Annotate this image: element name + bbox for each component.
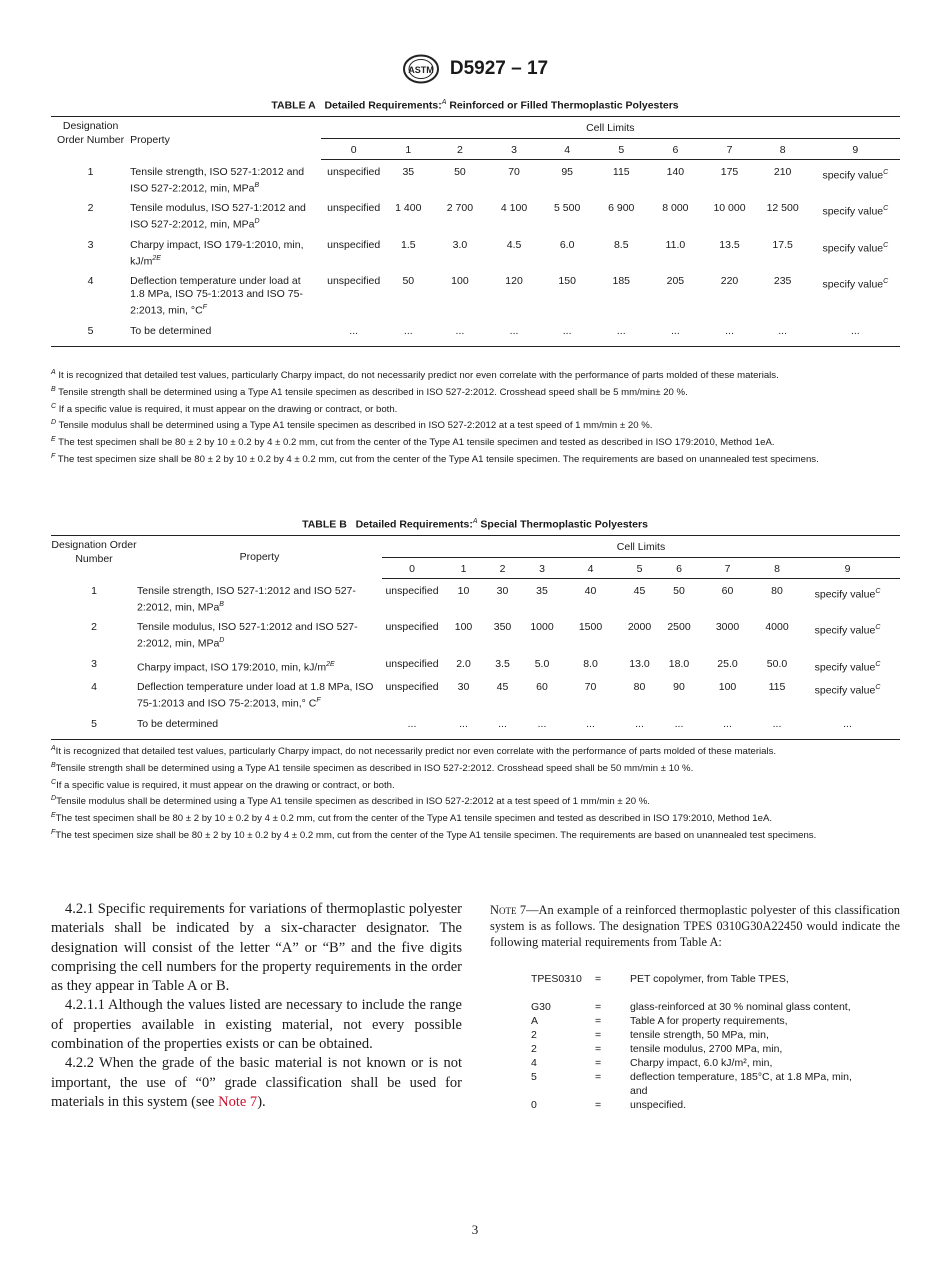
cell-number: 5 [617,558,662,579]
cell-value: 4 100 [500,202,528,214]
designation-desc: tensile modulus, 2700 MPa, min, [630,1043,783,1055]
cell-value: 5.0 [534,657,550,670]
cell-value: specify value$^C$ [814,660,881,673]
cell-value: 350 [493,621,512,633]
cell-value: 1.5 [400,238,416,251]
cell-number: 1 [387,139,430,160]
cell-value: 100 [454,621,473,633]
designation-desc: deflection temperature, 185°C, at 1.8 MPa, min, and [630,1071,852,1097]
cell-value: 18.0 [668,657,690,670]
cell-value: 185 [612,275,631,287]
cell-value: 30 [496,585,509,597]
property-name: Deflection temperature under load at 1.8 MPa, ISO 75-1:2013 and ISO 75-2:2013, min, $^\circ C^F$ [130,275,303,317]
designation-row [531,1070,880,1098]
cell-value: unspecified [327,202,381,214]
table-a-footnotes [51,366,901,467]
order-number: 3 [87,238,94,251]
cell-value: unspecified [385,681,439,693]
cell-value: unspecified [385,657,439,670]
designation-code: A [531,1015,539,1027]
designation-eq: = [595,1071,602,1083]
table-row [51,321,900,347]
cell-value: ... [646,321,704,347]
cell-value: 13.5 [719,238,740,251]
cell-value: 115 [612,166,630,178]
cell-value: ... [696,714,759,740]
cell-value: specify value$^C$ [822,241,889,254]
cell-value: 50 [673,585,685,597]
cell-value: ... [382,714,442,740]
paragraph-4-2-2: 4.2.2 When the grade of the basic material is not known or is not important, the use of “0” grade classification shall be used for materials in this system (see Note 7). [51,1055,462,1110]
cell-value: 60 [721,585,734,597]
table-row [51,198,900,235]
table-row [51,579,900,618]
cell-value: 2000 [627,621,652,633]
cell-value: 2.0 [456,657,471,670]
cell-number: 9 [795,558,900,579]
cell-value: 11.0 [665,238,686,251]
cell-value: unspecified [327,238,381,251]
cell-value: 13.0 [629,657,650,670]
cell-value: ... [564,714,617,740]
designation-code: TPES0310 [531,973,582,985]
table-row [51,617,900,654]
property-name: To be determined [130,321,320,347]
cell-value: 1500 [578,621,603,633]
order-number: 5 [51,321,130,347]
table-b-footnotes [51,742,901,843]
footnote: $^C$If a specific value is required, it must appear on the drawing or contract, or both. [51,778,395,791]
designation-row [531,1056,880,1070]
cell-value: 140 [666,166,685,178]
cell-value: ... [442,714,485,740]
cell-number: 0 [321,139,387,160]
note-7-designation-table [531,972,880,1112]
cell-number: 1 [442,558,485,579]
note-7-link[interactable]: Note 7 [218,1093,258,1110]
footnote: $^F$The test specimen size shall be 80 ± 2 by 10 ± 0.2 by 4 ± 0.2 mm, cut from the center of the Type A1 tensile specimen. The requirements are based on unannealed test specimens. [51,828,817,842]
document-designation: D5927 – 17 [449,58,549,79]
cell-number: 8 [755,139,811,160]
property-name: Tensile modulus, ISO 527-1:2012 and ISO 527-2:2012, min, MPa$^D$ [130,202,306,231]
designation-desc: PET copolymer, from Table TPES, [630,973,789,985]
cell-number: 6 [646,139,704,160]
cell-value: ... [755,321,811,347]
note-text: —An example of a reinforced thermoplastic polyester of this classification system is as follows. The designation TPES 0310G30A22450 would indicate the following material requirements from Table A: [490,903,900,949]
cell-value: ... [662,714,696,740]
designation-row [531,972,880,1000]
cell-value: ... [490,321,538,347]
cell-number: 3 [490,139,538,160]
cell-value: 3000 [715,621,740,633]
designation-eq: = [595,1057,602,1069]
table-row [51,714,900,740]
designation-code: 2 [531,1029,537,1041]
designation-row [531,1028,880,1042]
table-a-header-cell-limits: Cell Limits [321,117,900,139]
cell-value: ... [596,321,646,347]
cell-value: 50 [402,275,415,287]
designation-row [531,1042,880,1056]
property-name: To be determined [137,714,382,740]
cell-value: 4000 [765,621,789,633]
cell-value: specify value$^C$ [822,278,889,291]
cell-value: 25.0 [717,657,738,670]
designation-code: 5 [531,1071,537,1083]
cell-value: 50.0 [766,657,788,670]
cell-number: 2 [485,558,520,579]
cell-value: ... [811,321,900,347]
designation-eq: = [595,1001,602,1013]
designation-eq: = [595,973,602,985]
cell-value: 60 [536,681,548,693]
footnote: $^D$ Tensile modulus shall be determined using a Type A1 tensile specimen as described in ISO 527-2:2012 at a test speed of 1 mm/min ± 20 %. [51,419,653,432]
table-b-header-designation: Designation Order Number [51,536,137,579]
cell-number: 4 [538,139,596,160]
designation-row [531,1000,880,1014]
designation-desc: tensile strength, 50 MPa, min, [630,1029,769,1041]
cell-value: 17.5 [772,238,793,251]
designation-eq: = [595,1015,602,1027]
table-b-caption: TABLE B Detailed Requirements:$^A$ Special Thermoplastic Polyesters [302,518,648,531]
cell-value: 210 [773,166,792,178]
paragraph-4-2-1: 4.2.1 Specific requirements for variations of thermoplastic polyester materials shall be indicated by a six-character designator. The designation will consist of the letter “A” or “B” and the five digits comprising the cell numbers for the property requirements in the order as they appear in Table A or B. [51,901,462,995]
cell-value: 70 [508,166,520,178]
cell-value: unspecified [385,621,439,633]
cell-value: specify value$^C$ [814,588,881,601]
table-row [51,677,900,714]
cell-number: 9 [811,139,900,160]
cell-value: ... [430,321,490,347]
cell-value: 3.5 [495,657,510,670]
footnote: $^C$ If a specific value is required, it must appear on the drawing or contract, or both. [51,402,398,415]
cell-number: 7 [704,139,754,160]
cell-number: 4 [564,558,617,579]
designation-eq: = [595,1029,602,1041]
cell-value: 8.5 [613,238,629,251]
designation-code: 2 [531,1043,537,1055]
cell-value: 6 900 [608,202,635,214]
order-number: 4 [91,681,97,693]
designation-eq: = [595,1099,602,1111]
cell-value: specify value$^C$ [822,169,889,182]
table-b [51,535,900,740]
paragraph-4-2-1-1: 4.2.1.1 Although the values listed are necessary to include the range of properties available in existing material, not every possible combination of the properties exists or can be obtained. [51,997,462,1053]
cell-value: ... [321,321,387,347]
cell-value: 220 [720,275,739,287]
property-name: Tensile strength, ISO 527-1:2012 and ISO 527-2:2012, min, MPa$^B$ [137,584,356,613]
table-row [51,271,900,321]
cell-value: 90 [673,681,685,693]
cell-value: 12 500 [766,202,799,214]
designation-code: 0 [531,1099,537,1111]
cell-number: 0 [382,558,442,579]
designation-eq: = [595,1043,602,1055]
cell-value: specify value$^C$ [822,205,889,218]
cell-value: unspecified [327,166,381,178]
cell-value: specify value$^C$ [814,684,881,697]
cell-value: 8 000 [662,202,689,214]
order-number: 4 [87,275,94,287]
table-a-header-designation: Designation Order Number [51,117,130,160]
table-row [51,235,900,272]
cell-value: 1 400 [395,202,422,214]
cell-number: 8 [759,558,795,579]
table-a-caption: TABLE A Detailed Requirements:$^A$ Reinforced or Filled Thermoplastic Polyesters [271,99,679,112]
cell-value: 10 [457,585,470,597]
cell-value: ... [538,321,596,347]
cell-value: 4.5 [506,238,522,251]
cell-value: 205 [666,275,685,287]
cell-number: 3 [520,558,564,579]
note-7: Note 7—An example of a reinforced thermoplastic polyester of this classification system is as follows. The designation TPES 0310G30A22450 would indicate the following material requirements from Table A: [490,903,900,949]
footnote: $^F$ The test specimen size shall be 80 ± 2 by 10 ± 0.2 by 4 ± 0.2 mm, cut from the center of the Type A1 tensile specimen. The requirements are based on unannealed test specimens. [51,452,819,466]
cell-value: ... [617,714,662,740]
cell-value: ... [704,321,754,347]
cell-value: 235 [773,275,792,287]
cell-value: ... [485,714,520,740]
cell-value: 1000 [530,621,554,633]
cell-value: 45 [496,681,509,693]
table-b-header-property: Property [137,536,382,579]
cell-number: 5 [596,139,646,160]
order-number: 1 [87,165,94,178]
cell-value: 150 [558,275,576,287]
designation-desc: glass-reinforced at 30 % nominal glass content, [630,1001,851,1013]
cell-value: 40 [584,585,597,597]
order-number: 5 [51,714,137,740]
cell-value: specify value$^C$ [814,624,881,637]
designation-desc: unspecified. [630,1099,687,1111]
cell-value: 100 [718,681,737,693]
page-header [0,54,950,84]
note-label: Note [490,903,517,917]
designation-row [531,1098,880,1112]
footnote: $^E$The test specimen shall be 80 ± 2 by 10 ± 0.2 by 4 ± 0.2 mm, cut from the center of the Type A1 tensile specimen and tested as described in ISO 179:2010, Method 1eA. [51,812,773,825]
footnote: $^A$ It is recognized that detailed test values, particularly Charpy impact, do not necessarily predict nor even correlate with the performance of parts molded of these materials. [51,369,779,382]
table-b-header-cell-limits: Cell Limits [382,536,900,558]
cell-value: 80 [633,681,646,693]
footnote: $^E$ The test specimen shall be 80 ± 2 by 10 ± 0.2 by 4 ± 0.2 mm, cut from the center of the Type A1 tensile specimen and tested as described in ISO 179:2010, Method 1eA. [51,436,775,449]
svg-text:ASTM: ASTM [408,65,434,75]
designation-desc: Table A for property requirements, [630,1015,788,1027]
property-name: Tensile strength, ISO 527-1:2012 and ISO 527-2:2012, min, MPa$^B$ [130,165,305,194]
cell-value: 80 [771,585,783,597]
cell-value: unspecified [327,275,381,287]
cell-value: 2 700 [446,202,474,214]
cell-value: 6.0 [559,238,575,251]
cell-value: 120 [505,275,523,287]
footnote: $^B$ Tensile strength shall be determined using a Type A1 tensile specimen as described in ISO 527-2:2012. Crosshead speed shall be 5 mm/min± 20 %. [51,385,688,398]
cell-value: 8.0 [583,657,598,670]
cell-value: 95 [561,166,573,178]
order-number: 1 [91,584,97,597]
cell-value: 2500 [667,621,691,633]
cell-value: 50 [454,166,466,178]
designation-desc: Charpy impact, 6.0 kJ/m², min, [630,1057,773,1069]
cell-value: 30 [457,681,470,693]
order-number: 2 [87,202,94,214]
order-number: 2 [91,621,97,633]
cell-value: 100 [451,275,469,287]
cell-value: 5 500 [554,202,581,214]
cell-value: 70 [584,681,597,693]
property-name: Charpy impact, ISO 179:2010, min, $kJ/m^{2E}$ [137,660,335,673]
table-row [51,160,900,199]
page-number: 3 [471,1222,479,1237]
designation-code: G30 [531,1001,551,1013]
property-name: Tensile modulus, ISO 527-1:2012 and ISO 527-2:2012, min, MPa$^D$ [137,621,358,650]
cell-value: 45 [633,585,646,597]
cell-number: 7 [696,558,759,579]
property-name: Charpy impact, ISO 179-1:2010, min, $kJ/m^{2E}$ [130,238,304,267]
cell-value: 175 [720,166,739,178]
cell-number: 6 [662,558,696,579]
cell-value: unspecified [385,585,439,597]
cell-value: 3.0 [452,238,468,251]
cell-value: 35 [402,166,415,178]
property-name: Deflection temperature under load at 1.8 MPa, ISO 75-1:2013 and ISO 75-2:2013, min,° $C^F$ [137,681,374,710]
designation-row [531,1014,880,1028]
footnote: $^B$Tensile strength shall be determined using a Type A1 tensile specimen as described in ISO 527-2:2012. Crosshead speed shall be 50 mm/min ± 10 %. [51,761,694,774]
footnote: $^A$It is recognized that detailed test values, particularly Charpy impact, do not necessarily predict nor even correlate with the performance of parts molded of these materials. [51,745,777,758]
table-row [51,654,900,678]
astm-logo-icon [402,54,440,84]
cell-value: ... [520,714,564,740]
cell-value: ... [795,714,900,740]
footnote: $^D$Tensile modulus shall be determined using a Type A1 tensile specimen as described in ISO 527-2:2012 at a test speed of 1 mm/min ± 20 %. [51,795,650,808]
body-text [51,900,462,1112]
cell-value: 10 000 [713,202,746,214]
cell-value: ... [387,321,430,347]
table-a [51,116,900,347]
cell-value: 115 [768,681,786,693]
designation-code: 4 [531,1057,537,1069]
table-a-header-property: Property [130,117,320,160]
cell-value: 35 [536,585,548,597]
cell-value: ... [759,714,795,740]
order-number: 3 [91,657,97,670]
cell-number: 2 [430,139,490,160]
